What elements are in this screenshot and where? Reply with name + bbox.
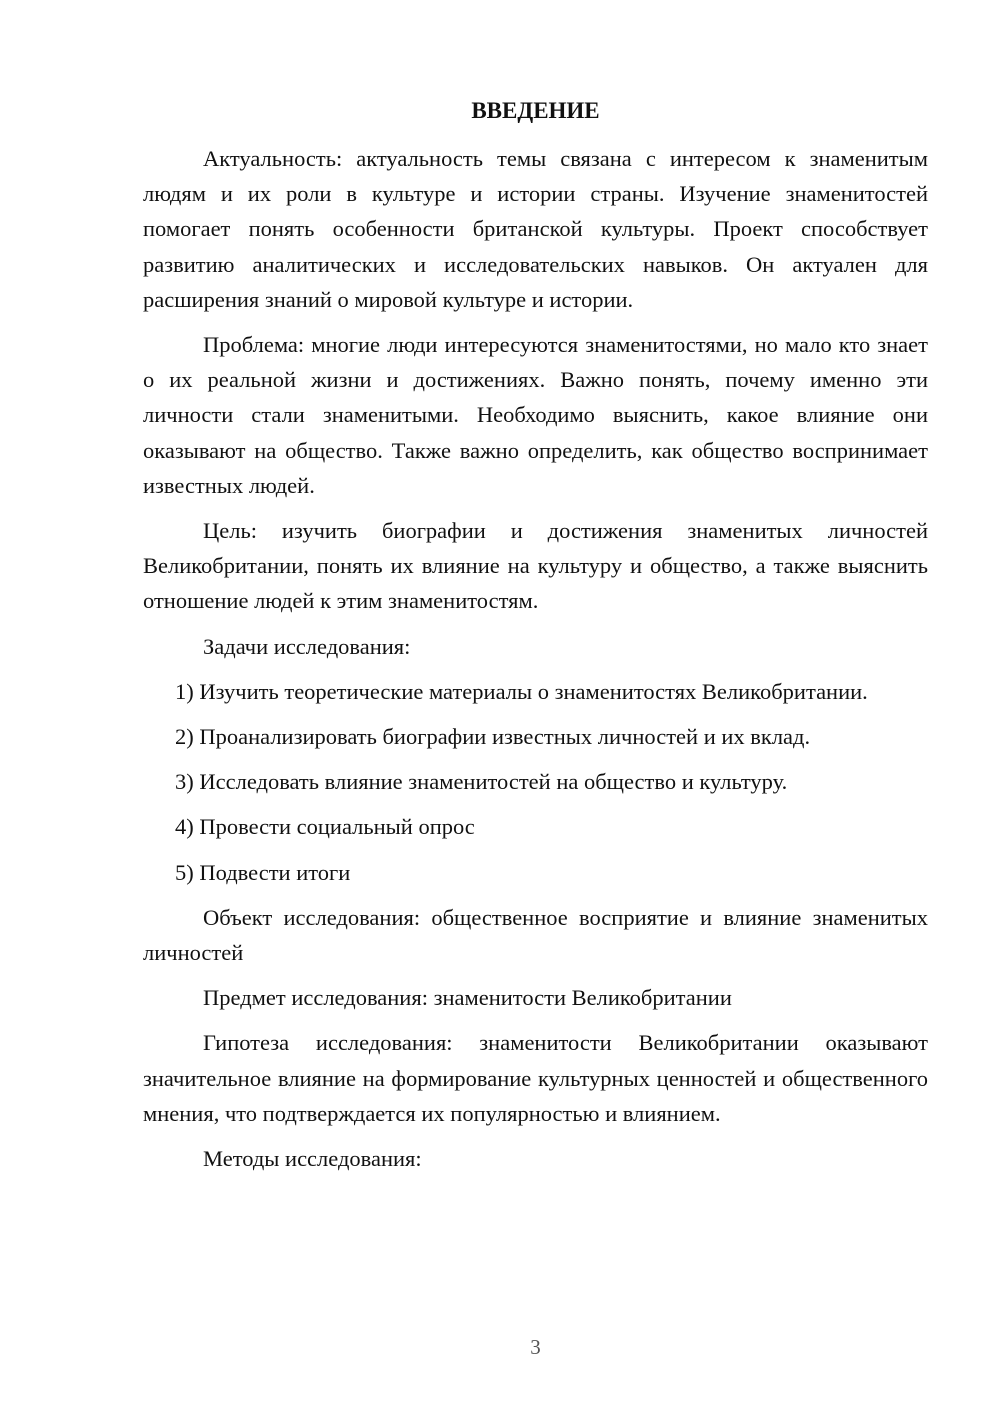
task-item: 1) Изучить теоретические материалы о знаменитостях Великобритании. bbox=[175, 678, 868, 704]
task-item: 5) Подвести итоги bbox=[175, 859, 351, 885]
document-page bbox=[143, 0, 928, 1414]
task-item: 4) Провести социальный опрос bbox=[175, 814, 475, 840]
paragraph-problem: Проблема: многие люди интересуются знаменитостями, но мало кто знает о их реальной жизни и достижениях. Важно понять, почему именно эти личности стали знаменитыми. Необходимо выяснить, какое влияние они оказывают на общество. Также важно определить, как общество воспринимает известных людей. bbox=[143, 332, 928, 498]
paragraph-tasks-heading: Задачи исследования: bbox=[203, 633, 411, 659]
page-number: 3 bbox=[530, 1335, 541, 1359]
paragraph-object: Объект исследования: общественное восприятие и влияние знаменитых личностей bbox=[143, 904, 928, 966]
task-item: 2) Проанализировать биографии известных личностей и их вклад. bbox=[175, 724, 811, 750]
document-body bbox=[143, 141, 928, 1186]
paragraph-hypothesis: Гипотеза исследования: знаменитости Великобритании оказывают значительное влияние на формирование культурных ценностей и общественного мнения, что подтверждается их популярностью и влиянием. bbox=[143, 1030, 928, 1126]
paragraph-methods: Методы исследования: bbox=[203, 1146, 422, 1172]
page-title: ВВЕДЕНИЕ bbox=[471, 98, 600, 123]
paragraph-goal: Цель: изучить биографии и достижения знаменитых личностей Великобритании, понять их влияние на культуру и общество, а также выяснить отношение людей к этим знаменитостям. bbox=[143, 518, 928, 614]
task-item: 3) Исследовать влияние знаменитостей на общество и культуру. bbox=[175, 769, 788, 795]
paragraph-relevance: Актуальность: актуальность темы связана с интересом к знаменитым людям и их роли в культуре и истории страны. Изучение знаменитостей помогает понять особенности британской культуры. Проект способствует развитию аналитических и исследовательских навыков. Он актуален для расширения знаний о мировой культуре и истории. bbox=[143, 146, 928, 312]
paragraph-subject: Предмет исследования: знаменитости Великобритании bbox=[203, 985, 732, 1011]
